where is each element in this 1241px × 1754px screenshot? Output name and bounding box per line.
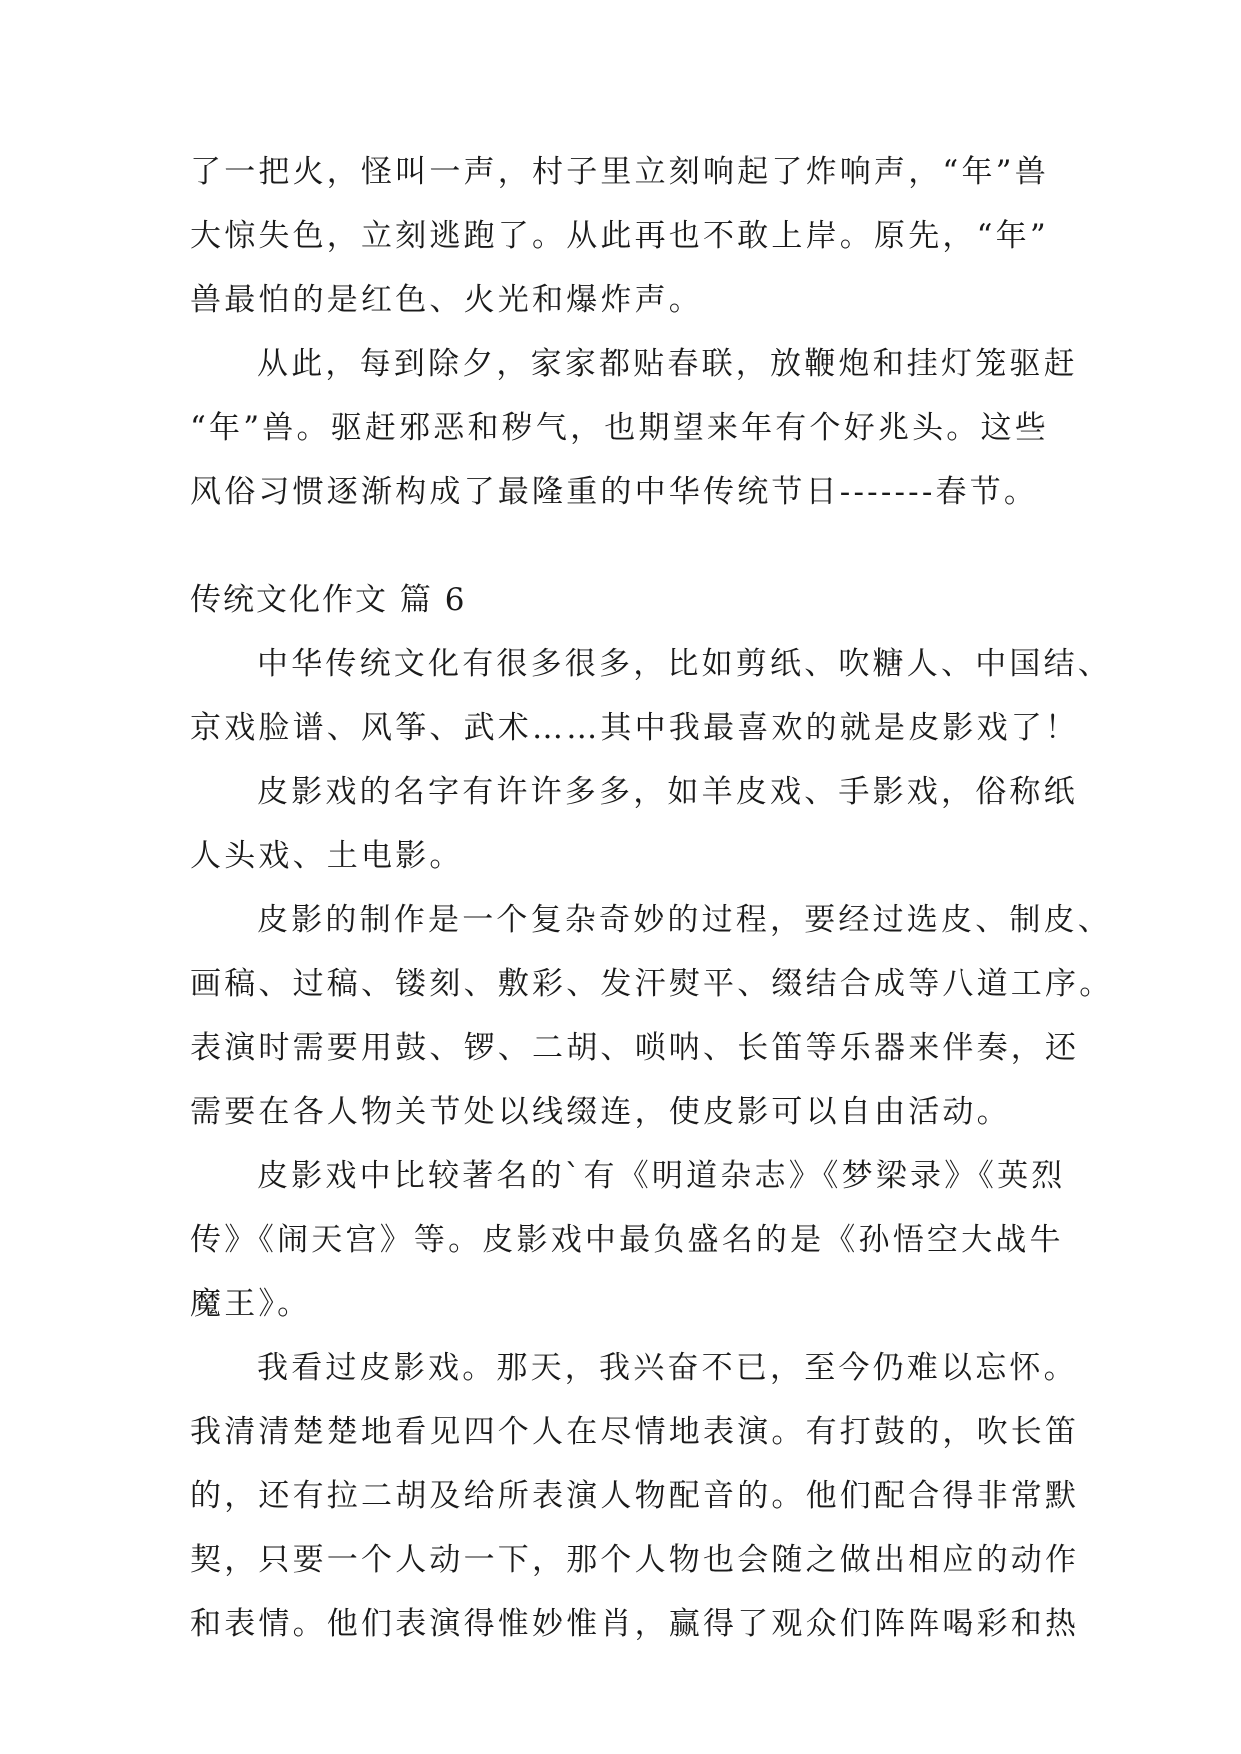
text-line: 和表情。他们表演得惟妙惟肖，赢得了观众们阵阵喝彩和热	[190, 1606, 1080, 1642]
paragraph-start-line: 我看过皮影戏。那天，我兴奋不已，至今仍难以忘怀。	[257, 1350, 1078, 1386]
text-line: 了一把火，怪叫一声，村子里立刻响起了炸响声，“年”兽	[190, 154, 1049, 190]
section-heading: 传统文化作文 篇 6	[190, 582, 467, 618]
text-line: 大惊失色，立刻逃跑了。从此再也不敢上岸。原先，“年”	[190, 218, 1049, 254]
text-line: 画稿、过稿、镂刻、敷彩、发汗熨平、缀结合成等八道工序。	[190, 966, 1114, 1002]
text-line: 传》《闹天宫》等。皮影戏中最负盛名的是《孙悟空大战牛	[190, 1222, 1064, 1258]
text-line: 表演时需要用鼓、锣、二胡、唢呐、长笛等乐器来伴奏，还	[190, 1030, 1080, 1066]
text-line: 京戏脸谱、风筝、武术……其中我最喜欢的就是皮影戏了！	[190, 710, 1080, 746]
text-line: “年”兽。驱赶邪恶和秽气，也期望来年有个好兆头。这些	[190, 410, 1049, 446]
text-line: 契，只要一个人动一下，那个人物也会随之做出相应的动作	[190, 1542, 1080, 1578]
text-line: 兽最怕的是红色、火光和爆炸声。	[190, 282, 703, 318]
paragraph-start-line: 皮影的制作是一个复杂奇妙的过程，要经过选皮、制皮、	[257, 902, 1112, 938]
text-line: 需要在各人物关节处以线缀连，使皮影可以自由活动。	[190, 1094, 1011, 1130]
text-line: 风俗习惯逐渐构成了最隆重的中华传统节日-------春节。	[190, 474, 1039, 510]
paragraph-start-line: 皮影戏中比较著名的`有《明道杂志》《梦梁录》《英烈	[257, 1158, 1066, 1194]
text-line: 我清清楚楚地看见四个人在尽情地表演。有打鼓的，吹长笛	[190, 1414, 1080, 1450]
paragraph-start-line: 从此，每到除夕，家家都贴春联，放鞭炮和挂灯笼驱赶	[257, 346, 1078, 382]
paragraph-start-line: 中华传统文化有很多很多，比如剪纸、吹糖人、中国结、	[257, 646, 1112, 682]
paragraph-start-line: 皮影戏的名字有许许多多，如羊皮戏、手影戏，俗称纸	[257, 774, 1078, 810]
text-line: 魔王》。	[190, 1286, 312, 1322]
text-line: 人头戏、土电影。	[190, 838, 464, 874]
text-line: 的，还有拉二胡及给所表演人物配音的。他们配合得非常默	[190, 1478, 1080, 1514]
